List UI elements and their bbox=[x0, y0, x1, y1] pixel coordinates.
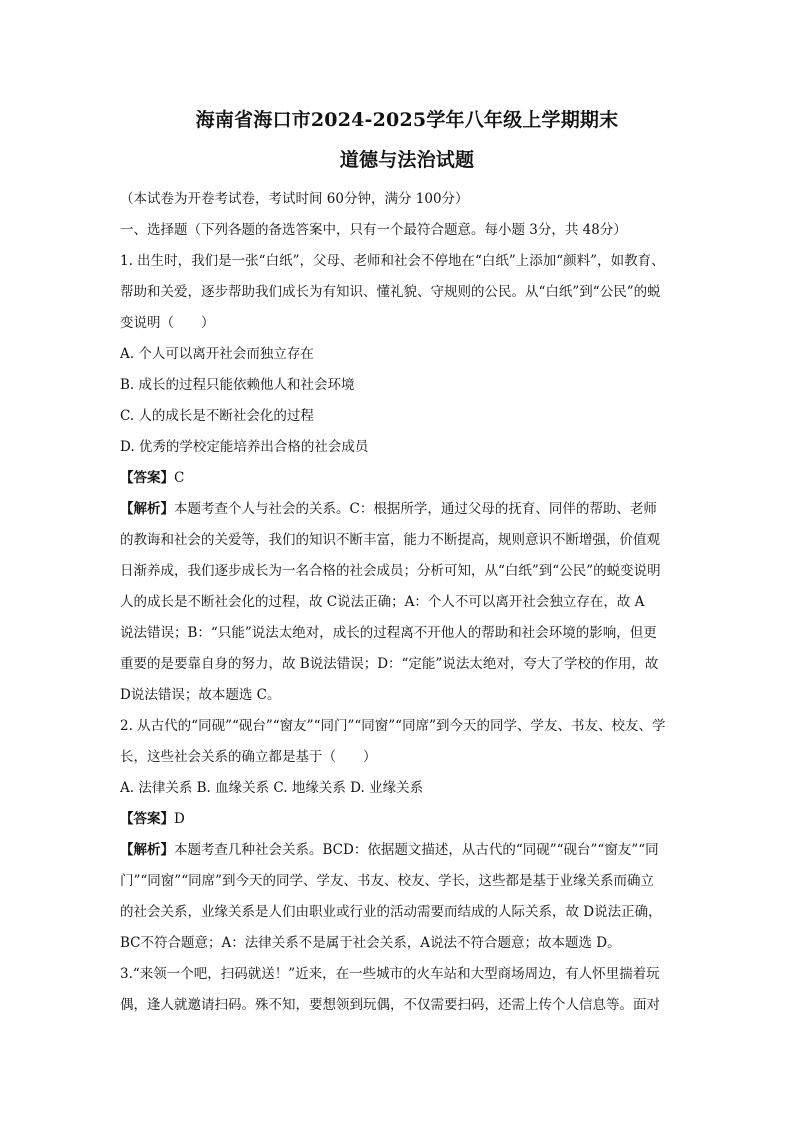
section-heading: 一、选择题（下列各题的备选答案中，只有一个最符合题意。每小题 3分，共 48分） bbox=[120, 222, 627, 238]
analysis-label: 【解析】 bbox=[120, 842, 174, 858]
answer-line bbox=[120, 804, 694, 835]
option-a: A. 个人可以离开社会而独立存在 bbox=[120, 346, 314, 362]
analysis-line: 重要的是要靠自身的努力，故 B说法错误；D：“定能”说法太绝对，夸大了学校的作用，故 bbox=[120, 656, 659, 672]
option-b: B. 成长的过程只能依赖他人和社会环境 bbox=[120, 377, 355, 393]
analysis-line: 日渐养成，我们逐步成长为一名合格的社会成员；分析可知，从“白纸”到“公民”的蜕变说明 bbox=[120, 563, 661, 579]
analysis-line bbox=[120, 494, 694, 525]
analysis-line: BC不符合题意；A：法律关系不是属于社会关系，A说法不符合题意；故本题选 D。 bbox=[120, 935, 621, 951]
exam-title-line2: 道德与法治试题 bbox=[339, 149, 475, 171]
analysis-label: 【解析】 bbox=[120, 501, 174, 517]
options-line: A. 法律关系 B. 血缘关系 C. 地缘关系 D. 业缘关系 bbox=[120, 780, 424, 796]
question-stem-line: 偶，逢人就邀请扫码。殊不知，要想领到玩偶，不仅需要扫码，还需上传个人信息等。面对 bbox=[120, 997, 660, 1013]
question-3 bbox=[120, 959, 694, 1021]
question-stem-line: 变说明（ ） bbox=[120, 315, 215, 331]
question-stem-line: 帮助和关爱，逐步帮助我们成长为有知识、懂礼貌、守规则的公民。从“白纸”到“公民”的蜕 bbox=[120, 284, 661, 300]
question-2 bbox=[120, 711, 694, 959]
answer-value: C bbox=[174, 470, 185, 486]
question-stem-line: 3.“来领一个吧，扫码就送！”近来，在一些城市的火车站和大型商场周边，有人怀里揣着玩 bbox=[120, 966, 660, 982]
analysis-text: 本题考查个人与社会的关系。C：根据所学，通过父母的抚育、同伴的帮助、老师 bbox=[174, 501, 657, 517]
analysis-text: 本题考查几种社会关系。BCD：依据题文描述，从古代的“同砚”“砚台”“窗友”“同 bbox=[174, 842, 659, 858]
question-stem-line: 2. 从古代的“同砚”“砚台”“窗友”“同门”“同窗”“同席”到今天的同学、学友、书友、校友、学 bbox=[120, 718, 666, 734]
answer-value: D bbox=[174, 811, 185, 827]
analysis-line: 说法错误；B：“只能”说法太绝对，成长的过程离不开他人的帮助和社会环境的影响，但更 bbox=[120, 625, 657, 641]
question-stem-line: 长，这些社会关系的确立都是基于（ ） bbox=[120, 749, 377, 765]
answer-line bbox=[120, 463, 694, 494]
exam-title-line1: 海南省海口市2024-2025学年八年级上学期期末 bbox=[195, 109, 619, 131]
question-stem-line: 1. 出生时，我们是一张“白纸”，父母、老师和社会不停地在“白纸”上添加“颜料”，如教育、 bbox=[120, 253, 665, 269]
analysis-line: 的教诲和社会的关爱等，我们的知识不断丰富，能力不断提高，规则意识不断增强，价值观 bbox=[120, 532, 660, 548]
option-c: C. 人的成长是不断社会化的过程 bbox=[120, 408, 314, 424]
analysis-line: 人的成长是不断社会化的过程，故 C说法正确；A：个人不可以离开社会独立存在，故 A bbox=[120, 594, 645, 610]
question-1 bbox=[120, 246, 694, 711]
answer-label: 【答案】 bbox=[120, 811, 174, 827]
answer-label: 【答案】 bbox=[120, 470, 174, 486]
analysis-line: D说法错误；故本题选 C。 bbox=[120, 687, 281, 703]
analysis-line: 门”“同窗”“同席”到今天的同学、学友、书友、校友、学长，这些都是基于业缘关系而确立 bbox=[120, 873, 655, 889]
analysis-line: 的社会关系，业缘关系是人们由职业或行业的活动需要而结成的人际关系，故 D说法正确， bbox=[120, 904, 662, 920]
analysis-line bbox=[120, 835, 694, 866]
exam-note: （本试卷为开卷考试卷，考试时间 60分钟，满分 100分） bbox=[120, 191, 469, 207]
option-d: D. 优秀的学校定能培养出合格的社会成员 bbox=[120, 439, 369, 455]
